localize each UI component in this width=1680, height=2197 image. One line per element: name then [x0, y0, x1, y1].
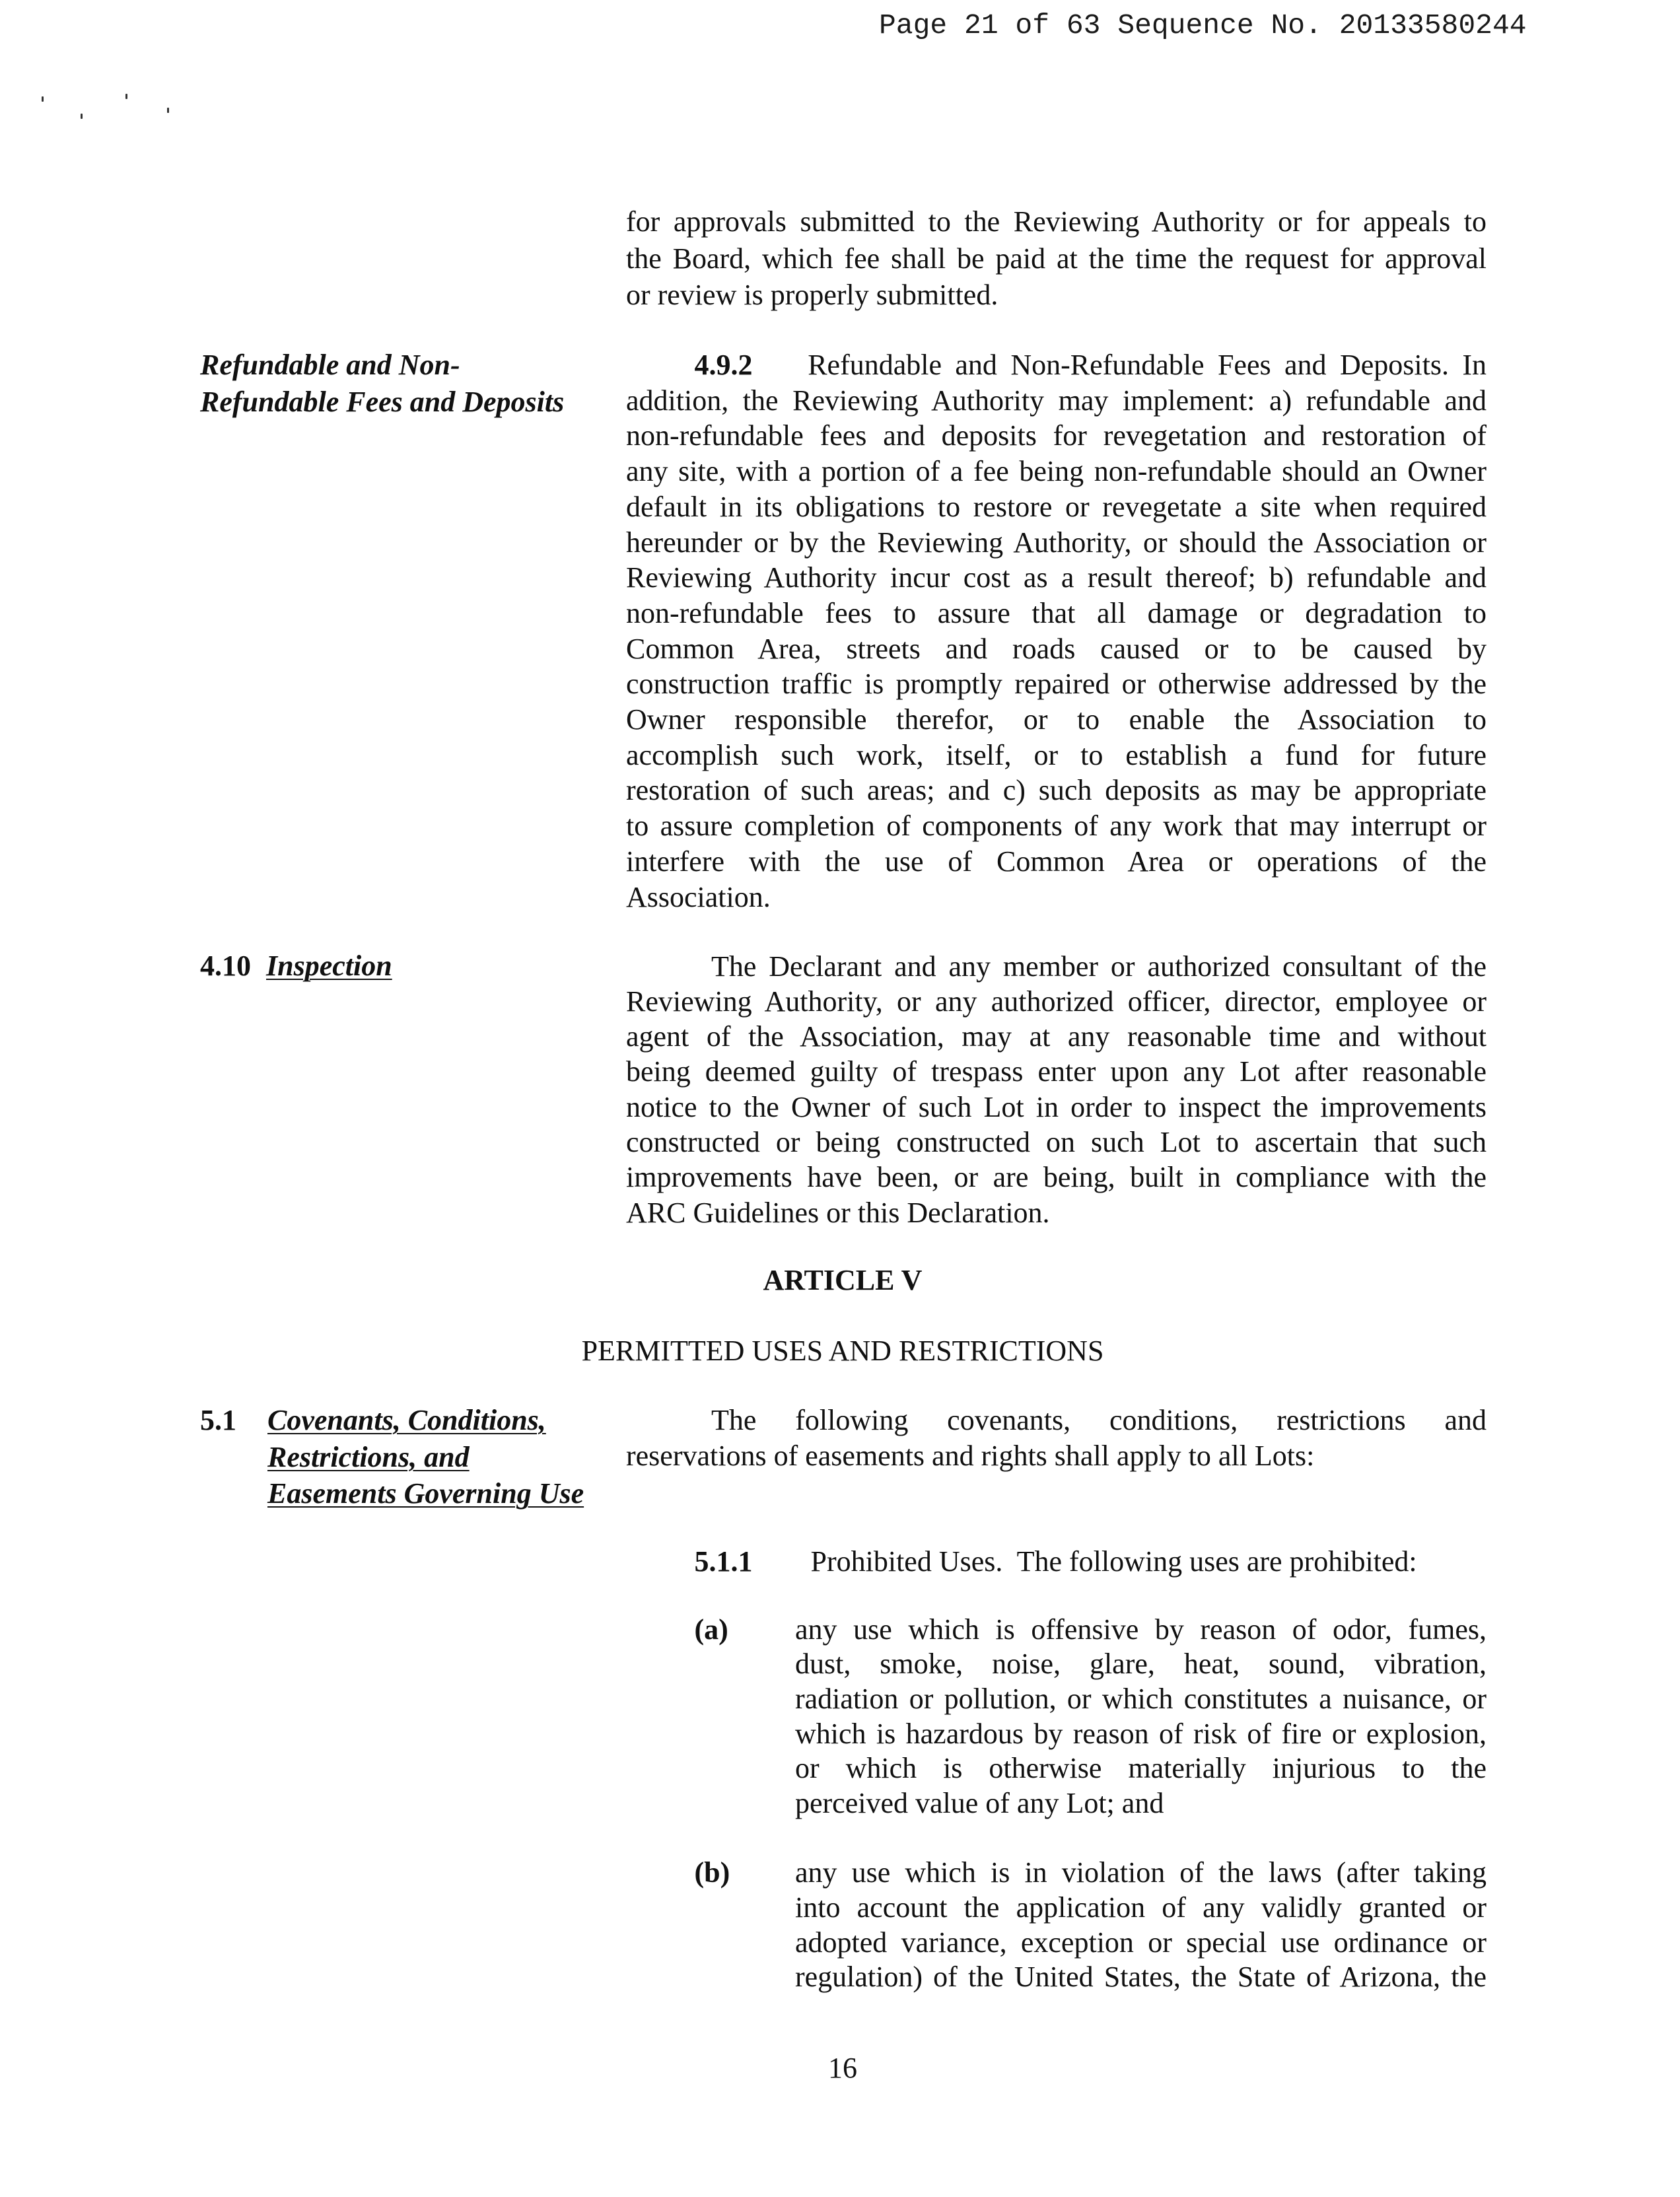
- section-number: 5.1.1: [694, 1545, 753, 1578]
- scan-speck: [167, 108, 169, 113]
- scan-speck: [125, 94, 127, 99]
- paragraph-line: addition, the Reviewing Authority may implement: a) refundable and: [626, 384, 1487, 417]
- paragraph-line: agent of the Association, may at any reasonable time and without: [626, 1020, 1487, 1053]
- paragraph-line: or which is otherwise materially injurious to the: [795, 1752, 1487, 1785]
- paragraph-line: into account the application of any validly granted or: [795, 1891, 1487, 1924]
- list-item: [795, 1856, 1487, 1995]
- paragraph-line: default in its obligations to restore or revegetate a site when required: [626, 490, 1487, 523]
- section-number: 4.9.2: [694, 349, 753, 381]
- article-title: PERMITTED USES AND RESTRICTIONS: [581, 1335, 1104, 1367]
- paragraph-line: Reviewing Authority incur cost as a result thereof; b) refundable and: [626, 561, 1487, 594]
- list-label: (a): [694, 1613, 728, 1646]
- paragraph-line: being deemed guilty of trespass enter upon any Lot after reasonable: [626, 1055, 1487, 1088]
- section-title-line: Restrictions, and: [267, 1440, 470, 1473]
- page-stamp: Page 21 of 63 Sequence No. 20133580244: [879, 9, 1527, 42]
- section-number: 5.1: [200, 1404, 236, 1436]
- paragraph-first-line: [626, 347, 1487, 383]
- paragraph-line: to assure completion of components of any work that may interrupt or: [626, 810, 1487, 843]
- list-label: (b): [694, 1856, 730, 1889]
- paragraph-line: for approvals submitted to the Reviewing Authority or for appeals to: [626, 205, 1487, 238]
- section-title-line: Covenants, Conditions,: [267, 1404, 546, 1436]
- subsection-text: Prohibited Uses. The following uses are prohibited:: [810, 1545, 1417, 1578]
- paragraph-line: Common Area, streets and roads caused or to be caused by: [626, 632, 1487, 665]
- section-title-line: Easements Governing Use: [267, 1477, 584, 1510]
- paragraph-line: ARC Guidelines or this Declaration.: [626, 1196, 1050, 1229]
- section-title: [267, 1402, 611, 1512]
- paragraph-line: interfere with the use of Common Area or operations of the: [626, 845, 1487, 878]
- section-title: Inspection: [266, 950, 392, 982]
- side-heading: [200, 347, 610, 420]
- paragraph-line: construction traffic is promptly repaired or otherwise addressed by the: [626, 668, 1487, 701]
- paragraph-line: accomplish such work, itself, or to establish a fund for future: [626, 738, 1487, 771]
- paragraph-line: Reviewing Authority, or any authorized officer, director, employee or: [626, 985, 1487, 1018]
- scan-speck: [42, 96, 44, 102]
- paragraph-line: any use which is in violation of the laws (after taking: [795, 1856, 1487, 1889]
- section-number: 4.10: [200, 950, 251, 982]
- paragraph-line: Association.: [626, 880, 771, 913]
- section-4-10-paragraph: [626, 949, 1487, 1230]
- paragraph-line: radiation or pollution, or which constitutes a nuisance, or: [795, 1682, 1487, 1715]
- paragraph-line: any site, with a portion of a fee being non-refundable should an Owner: [626, 455, 1487, 488]
- paragraph-line: regulation) of the United States, the State of Arizona, the: [795, 1961, 1487, 1994]
- paragraph-line: Owner responsible therefor, or to enable the Association to: [626, 703, 1487, 736]
- paragraph-line: reservations of easements and rights shall apply to all Lots:: [626, 1439, 1315, 1472]
- paragraph-line: any use which is offensive by reason of odor, fumes,: [795, 1613, 1487, 1646]
- paragraph-line: The Declarant and any member or authorized consultant of the: [711, 950, 1487, 983]
- paragraph-line: restoration of such areas; and c) such deposits as may be appropriate: [626, 774, 1487, 807]
- paragraph-line: the Board, which fee shall be paid at the time the request for approval: [626, 242, 1487, 275]
- continuation-paragraph: [626, 203, 1487, 314]
- paragraph-line: dust, smoke, noise, glare, heat, sound, vibration,: [795, 1648, 1487, 1681]
- paragraph-line: hereunder or by the Reviewing Authority, or should the Association or: [626, 526, 1487, 559]
- paragraph-line: non-refundable fees to assure that all damage or degradation to: [626, 596, 1487, 629]
- paragraph-line: or review is properly submitted.: [626, 279, 998, 312]
- paragraph-line: non-refundable fees and deposits for revegetation and restoration of: [626, 419, 1487, 452]
- section-heading: [200, 948, 610, 983]
- page-number: 16: [828, 2052, 857, 2084]
- paragraph-line: Refundable and Non-Refundable Fees and Deposits. In: [808, 349, 1487, 381]
- article-heading: ARTICLE V: [763, 1264, 923, 1296]
- paragraph-line: improvements have been, or are being, built in compliance with the: [626, 1161, 1487, 1194]
- scan-speck: [81, 114, 83, 119]
- paragraph-line: adopted variance, exception or special use ordinance or: [795, 1926, 1487, 1959]
- side-heading-line: Refundable Fees and Deposits: [200, 385, 565, 418]
- list-item: [795, 1613, 1487, 1821]
- section-5-1-paragraph: [626, 1403, 1487, 1473]
- paragraph-line: notice to the Owner of such Lot in order to inspect the improvements: [626, 1090, 1487, 1123]
- paragraph-line: perceived value of any Lot; and: [795, 1787, 1164, 1820]
- side-heading-line: Refundable and Non-: [200, 349, 460, 381]
- paragraph-line: The following covenants, conditions, restrictions and: [711, 1404, 1487, 1436]
- paragraph-line: constructed or being constructed on such Lot to ascertain that such: [626, 1125, 1487, 1158]
- section-4-9-2-paragraph: [626, 347, 1487, 915]
- paragraph-line: which is hazardous by reason of risk of fire or explosion,: [795, 1717, 1487, 1750]
